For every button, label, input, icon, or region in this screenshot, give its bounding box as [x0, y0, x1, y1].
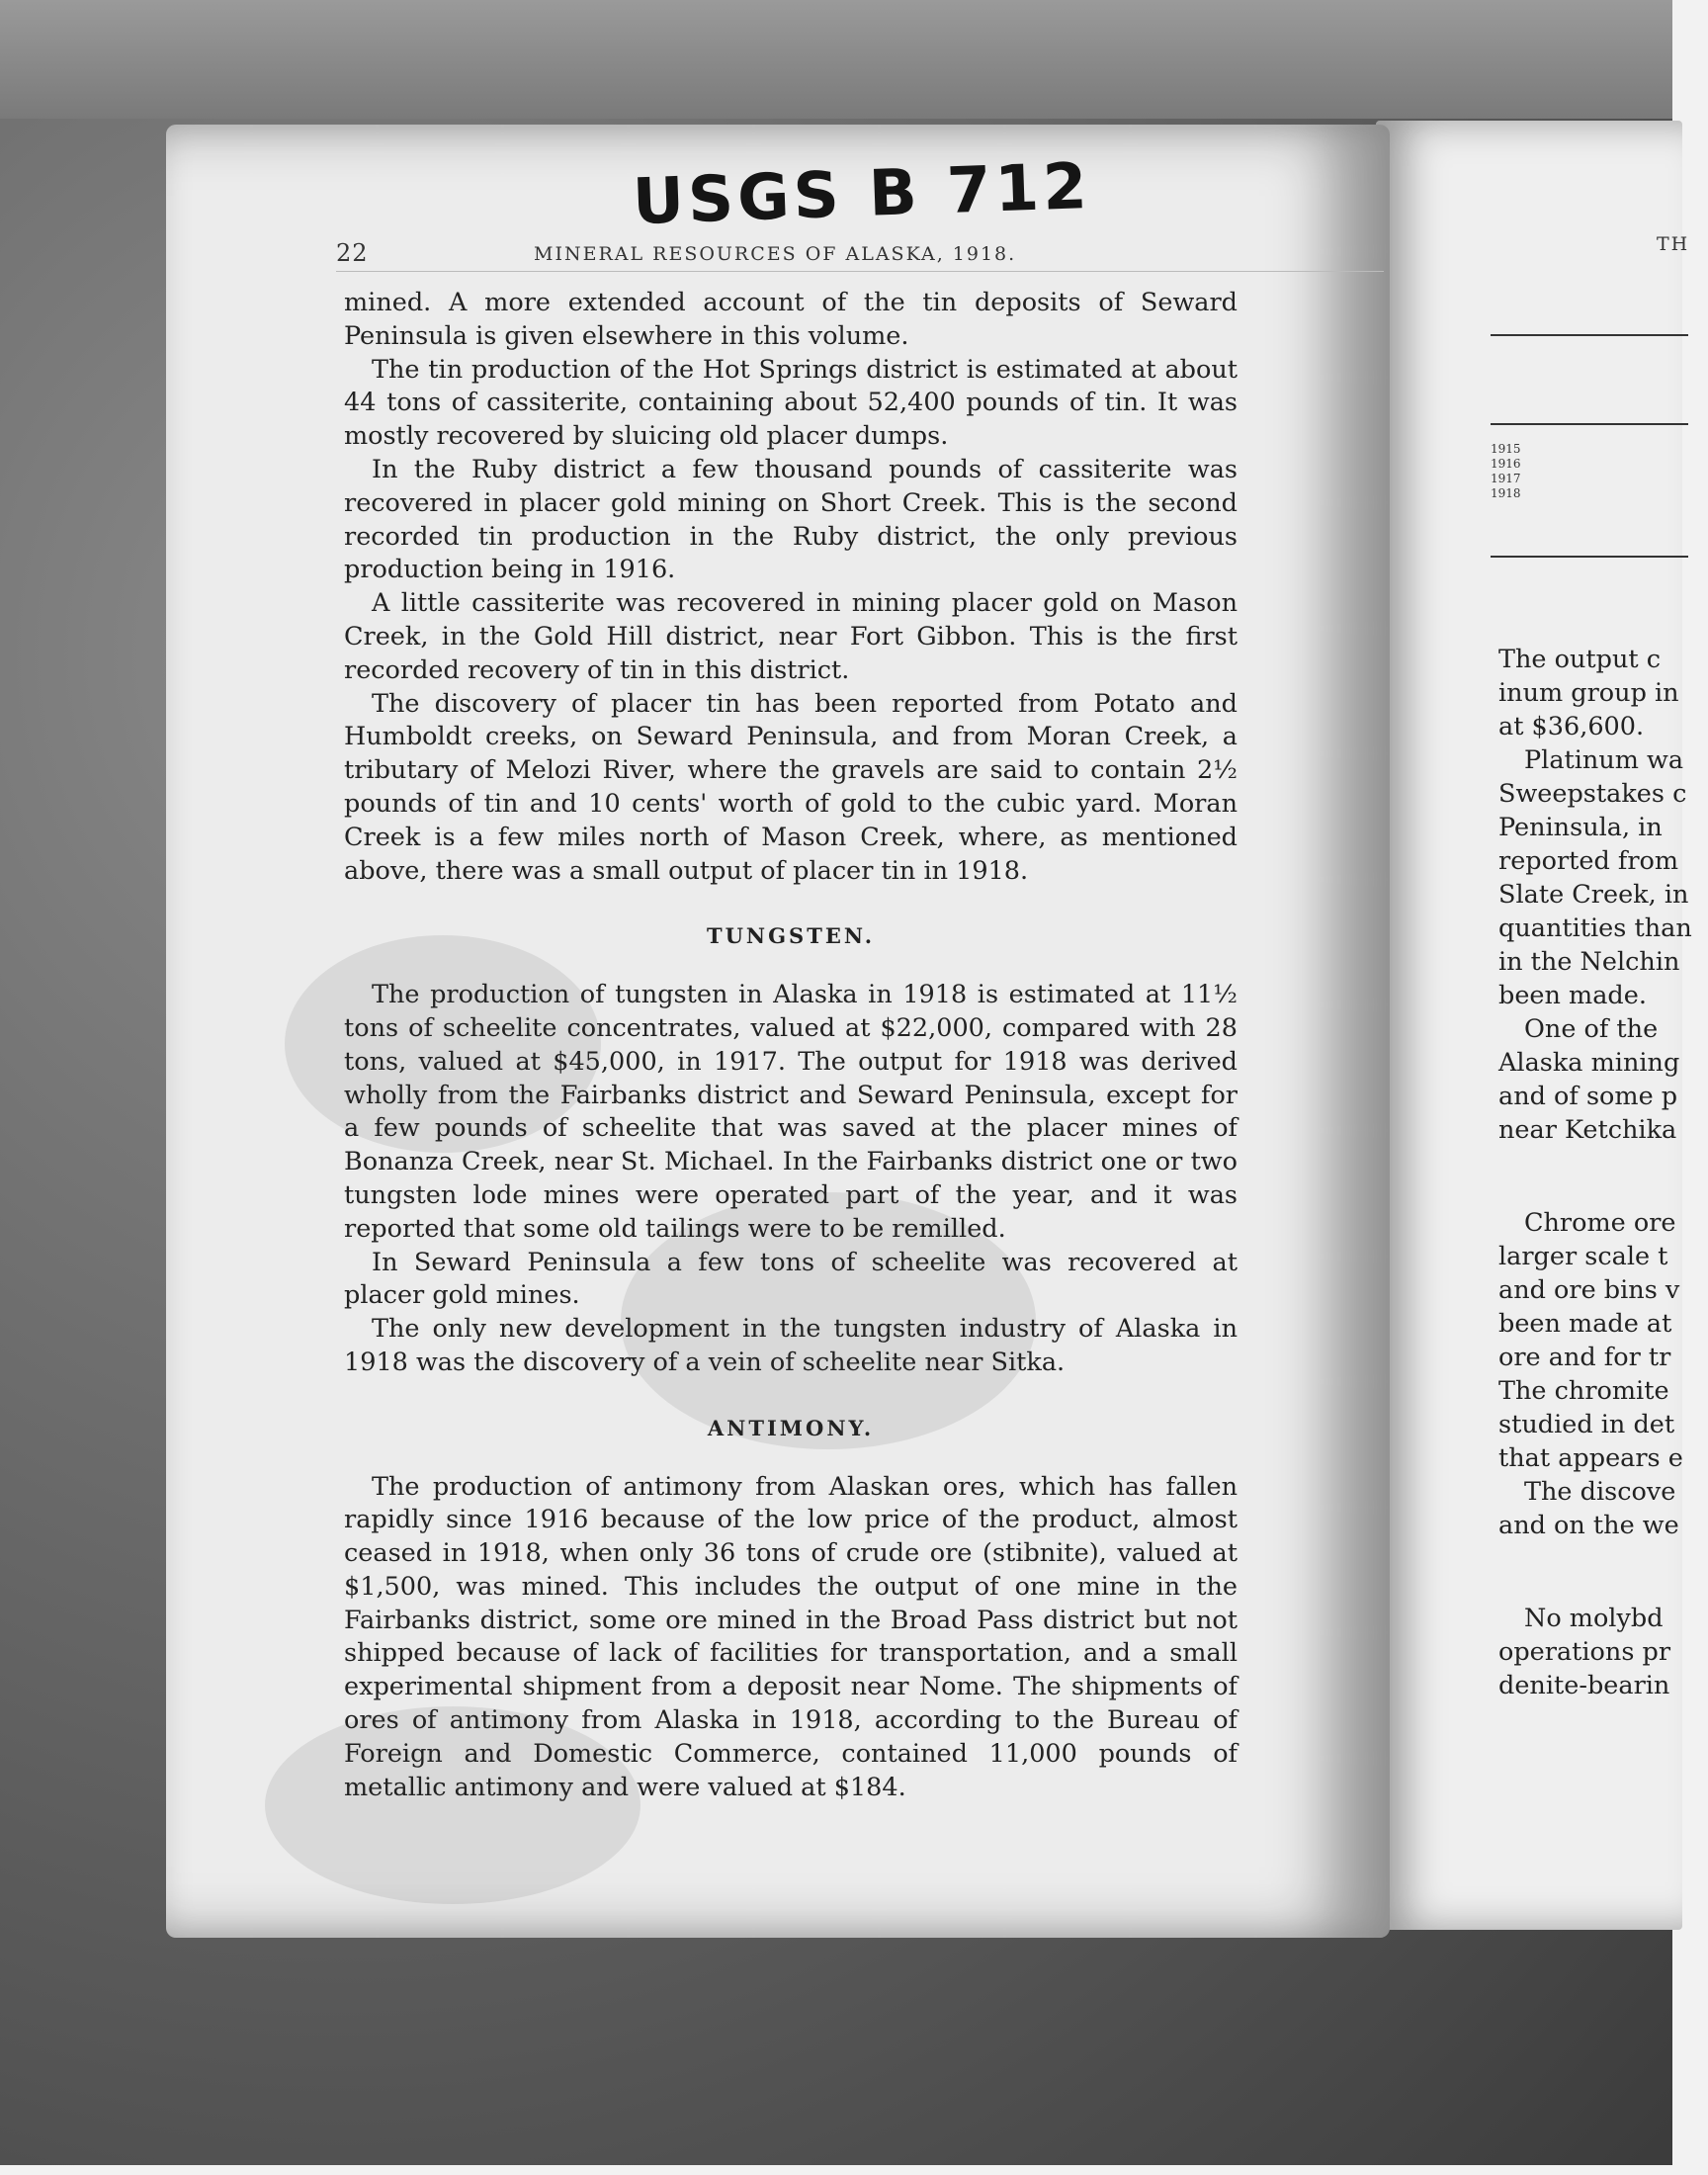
facing-page-line: in the Nelchin — [1498, 947, 1680, 977]
facing-page-line: The output c — [1498, 645, 1662, 674]
header-rule — [336, 271, 1384, 272]
facing-page-line: operations pr — [1498, 1637, 1671, 1667]
handwritten-annotation: USGS B 712 — [631, 149, 1092, 240]
facing-page-line: Alaska mining — [1498, 1048, 1680, 1078]
paragraph: The discovery of placer tin has been reported from Potato and Humboldt creeks, on Seward Peninsula, and from Moran Creek, a tributary of Melozi River, where the gravels are said to contain 2½ pounds of tin and 10 cents' worth of gold to the cubic yard. Moran Creek is a few miles north of Mason Creek, where, as mentioned above, there was a small output of placer tin in 1918. — [344, 688, 1238, 886]
scan-top-band — [0, 0, 1708, 119]
facing-page-line: The discove — [1524, 1477, 1676, 1507]
facing-table-year: 1915 — [1491, 442, 1521, 456]
facing-page-line: ore and for tr — [1498, 1343, 1671, 1372]
facing-table-year: 1918 — [1491, 486, 1521, 500]
facing-table-rule — [1491, 334, 1688, 336]
page-header — [336, 241, 1087, 271]
facing-table-year: 1916 — [1491, 457, 1521, 471]
facing-page-line: inum group in — [1498, 678, 1679, 708]
paragraph: In Seward Peninsula a few tons of scheelite was recovered at placer gold mines. — [344, 1247, 1238, 1311]
facing-page-line: Slate Creek, in — [1498, 880, 1689, 910]
facing-page-line: denite-bearin — [1498, 1671, 1670, 1700]
paragraph: In the Ruby district a few thousand pounds of cassiterite was recovered in placer gold mining on Short Creek. This is the second recorded tin production in the Ruby district, the only previous production being in 1916. — [344, 454, 1238, 585]
facing-page-line: Sweepstakes c — [1498, 779, 1687, 809]
paragraph: The tin production of the Hot Springs district is estimated at about 44 tons of cassiterite, containing about 52,400 pounds of tin. It was mostly recovered by sluicing old placer dumps. — [344, 354, 1238, 452]
section-heading-tungsten: TUNGSTEN. — [706, 923, 876, 949]
paragraph: The production of antimony from Alaskan ores, which has fallen rapidly since 1916 because of the low price of the product, almost ceased in 1918, when only 36 tons of crude ore (stibnite), valued at $1,500, was mined. This includes the output of one mine in the Fairbanks district, some ore mined in the Broad Pass district but not shipped because of lack of facilities for transportation, and a small experimental shipment from a deposit near Nome. The shipments of ores of antimony from Alaska in 1918, according to the Bureau of Foreign and Domestic Commerce, contained 11,000 pounds of metallic antimony and were valued at $184. — [344, 1471, 1238, 1802]
facing-table-year: 1917 — [1491, 472, 1521, 485]
facing-table-rule — [1491, 423, 1688, 425]
paragraph: A little cassiterite was recovered in mining placer gold on Mason Creek, in the Gold Hill district, near Fort Gibbon. This is the first recorded recovery of tin in this district. — [344, 588, 1238, 685]
section-heading-antimony: ANTIMONY. — [707, 1415, 875, 1440]
facing-page-line: studied in det — [1498, 1410, 1675, 1439]
facing-page-line: and of some p — [1498, 1082, 1678, 1111]
facing-page-line: been made. — [1498, 981, 1647, 1010]
page-body — [344, 287, 1238, 1804]
paragraph: mined. A more extended account of the tin deposits of Seward Peninsula is given elsewhere in this volume. — [344, 288, 1238, 351]
facing-page-line: Peninsula, in — [1498, 813, 1663, 842]
facing-page-line: and on the we — [1498, 1511, 1679, 1540]
facing-page-line: Chrome ore — [1524, 1208, 1676, 1238]
facing-page-line: larger scale t — [1498, 1242, 1668, 1271]
scan-bottom-margin — [0, 2165, 1708, 2175]
facing-page-line: and ore bins v — [1498, 1275, 1680, 1305]
facing-page-line: One of the — [1524, 1014, 1659, 1044]
facing-page-line: near Ketchika — [1498, 1115, 1677, 1145]
facing-page-line: Platinum wa — [1524, 745, 1684, 775]
facing-page-line: No molybd — [1524, 1604, 1664, 1633]
facing-page-header: TH — [1657, 233, 1690, 255]
facing-page-line: The chromite — [1498, 1376, 1669, 1406]
facing-page-line: reported from — [1498, 846, 1679, 876]
facing-page-line: that appears e — [1498, 1443, 1683, 1473]
running-title: MINERAL RESOURCES OF ALASKA, 1918. — [534, 243, 1017, 265]
page-number: 22 — [336, 239, 369, 267]
facing-table-rule — [1491, 556, 1688, 558]
paragraph: The production of tungsten in Alaska in 1918 is estimated at 11½ tons of scheelite concentrates, valued at $22,000, compared with 28 tons, valued at $45,000, in 1917. The output for 1918 was derived wholly from the Fairbanks district and Seward Peninsula, except for a few pounds of scheelite that was saved at the placer mines of Bonanza Creek, near St. Michael. In the Fairbanks district one or two tungsten lode mines were operated part of the year, and it was reported that some old tailings were to be remilled. — [344, 980, 1238, 1244]
paragraph: The only new development in the tungsten industry of Alaska in 1918 was the discovery of a vein of scheelite near Sitka. — [344, 1314, 1238, 1377]
facing-page-line: at $36,600. — [1498, 712, 1645, 741]
facing-page-line: been made at — [1498, 1309, 1672, 1339]
facing-page-line: quantities than — [1498, 914, 1692, 943]
